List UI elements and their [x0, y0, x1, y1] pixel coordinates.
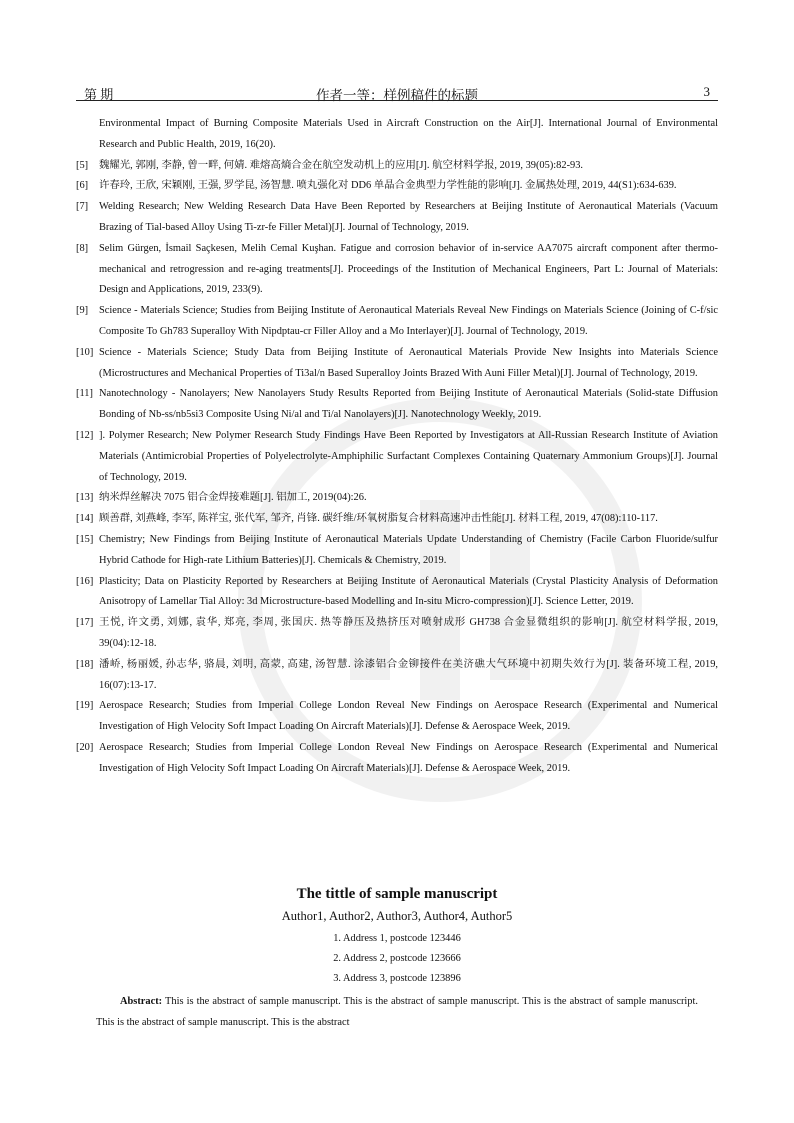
reference-text: Welding Research; New Welding Research Data Have Been Reported by Researchers at Beijing Institute of Aeronautical Materials (Vacuum Brazing of Tial-based Alloy Using Ti-zr-fe Filler Metal)[J]. Journal of Technology, 2019.: [99, 201, 718, 233]
reference-text: Aerospace Research; Studies from Imperial College London Reveal New Findings on Aerospace Research (Experimental and Numerical Investigation of High Velocity Soft Impact Loading On Aircraft Materials)[J]. Defense & Aerospace Week, 2019.: [99, 700, 718, 733]
reference-item: [76, 738, 718, 780]
reference-text: Environmental Impact of Burning Composite Materials Used in Aircraft Construction on the Air[J]. International Journal of Environmental Research and Public Health, 2019, 16(20).: [99, 118, 718, 150]
reference-item: [76, 530, 718, 572]
reference-text: Science - Materials Science; Studies from Beijing Institute of Aeronautical Materials Reveal New Findings on Materials Science (Joining of C-f/sic Composite To Gh783 Superalloy With Nipdptau-cr Filler Alloy and a Mo Interlayer)[J]. Journal of Technology, 2019.: [99, 305, 718, 337]
reference-number: [13]: [76, 492, 94, 504]
reference-item: [76, 384, 718, 426]
reference-item: [76, 176, 718, 197]
address-line: 1. Address 1, postcode 123446: [333, 933, 461, 944]
abstract-text: This is the abstract of sample manuscript. This is the abstract of sample manuscript. This is the abstract of sample manuscript. This is the abstract of sample manuscript. This is the abstract: [96, 996, 698, 1028]
reference-text: 王悦, 许文勇, 刘娜, 袁华, 郑亮, 李周, 张国庆. 热等静压及热挤压对喷射成形 GH738 合金显微组织的影响[J]. 航空材料学报, 2019, 39(04):12-18.: [99, 617, 718, 649]
reference-number: [19]: [76, 700, 94, 712]
reference-number: [9]: [76, 305, 89, 317]
reference-number: [7]: [76, 201, 89, 213]
reference-item: [76, 301, 718, 343]
reference-number: [14]: [76, 513, 94, 525]
address-line: 2. Address 2, postcode 123666: [333, 953, 461, 964]
header-rule: [76, 100, 718, 101]
reference-number: [11]: [76, 388, 93, 400]
reference-number: [6]: [76, 180, 89, 192]
reference-item: [76, 509, 718, 530]
reference-number: [5]: [76, 159, 89, 171]
english-authors: Author1, Author2, Author3, Author4, Author5: [281, 909, 513, 923]
reference-item: [76, 572, 718, 614]
reference-number: [16]: [76, 575, 94, 587]
reference-text: ]. Polymer Research; New Polymer Research Study Findings Have Been Reported by Investigators at All-Russian Research Institute of Aviation Materials (Antimicrobial Properties of Polyelectrolyte-Amphiphilic Surfactant Complexes Containing Quaternary Ammonium Groups)[J]. Journal of Technology, 2019.: [99, 429, 718, 483]
reference-text: 纳米焊丝解决 7075 铝合金焊接难题[J]. 铝加工, 2019(04):26.: [99, 492, 367, 504]
reference-text: Selim Gürgen, İsmail Saçkesen, Melih Cemal Kuşhan. Fatigue and corrosion behavior of in-service AA7075 aircraft component after thermo-mechanical and retrogression and re-aging treatments[J]. Proceedings of the Institution of Mechanical Engineers, Part L: Journal of Materials: Design and Applications, 2019, 233(9).: [99, 242, 718, 296]
abstract: [96, 991, 698, 1033]
reference-text: 顾善群, 刘燕峰, 李军, 陈祥宝, 张代军, 邹齐, 肖锋. 碳纤维/环氧树脂复合材料高速冲击性能[J]. 材料工程, 2019, 47(08):110-117.: [99, 513, 658, 525]
reference-item: [76, 488, 718, 509]
reference-number: [15]: [76, 533, 94, 545]
address-line: 3. Address 3, postcode 123896: [333, 973, 461, 984]
reference-item: [76, 239, 718, 301]
reference-number: [10]: [76, 346, 94, 358]
reference-text: Nanotechnology - Nanolayers; New Nanolayers Study Results Reported from Beijing Institute of Aeronautical Materials (Solid-state Diffusion Bonding of Nb-ss/nb5si3 Composite Using Ni/al and Ti/al Nanolayers)[J]. Nanotechnology Weekly, 2019.: [99, 388, 718, 421]
issue-label: 第 期: [84, 87, 114, 102]
reference-item: [76, 156, 718, 177]
reference-number: [17]: [76, 617, 94, 629]
reference-item: [76, 613, 718, 655]
reference-text: Aerospace Research; Studies from Imperial College London Reveal New Findings on Aerospace Research (Experimental and Numerical Investigation of High Velocity Soft Impact Loading On Aircraft Materials)[J]. Defense & Aerospace Week, 2019.: [99, 741, 718, 774]
reference-number: [12]: [76, 429, 94, 441]
reference-text: 许春玲, 王欣, 宋颖刚, 王强, 罗学昆, 汤智慧. 喷丸强化对 DD6 单晶合金典型力学性能的影响[J]. 金属热处理, 2019, 44(S1):634-639.: [99, 180, 677, 192]
reference-item: [76, 197, 718, 239]
reference-item: [76, 114, 718, 156]
reference-text: 魏耀光, 郭刚, 李静, 曾一畔, 何婧. 难熔高熵合金在航空发动机上的应用[J]. 航空材料学报, 2019, 39(05):82-93.: [99, 159, 584, 171]
english-title: The tittle of sample manuscript: [296, 886, 498, 902]
reference-text: 潘峤, 杨丽媛, 孙志华, 骆晨, 刘明, 高蒙, 高建, 汤智慧. 涂漆铝合金铆接件在美济礁大气环境中初期失效行为[J]. 装备环境工程, 2019, 16(07):13-17.: [99, 658, 718, 691]
reference-text: Chemistry; New Findings from Beijing Institute of Aeronautical Materials Update Understanding of Chemistry (Facile Carbon Fluoride/sulfur Hybrid Cathode for High-rate Lithium Batteries)[J]. Chemicals & Chemistry, 2019.: [99, 533, 718, 566]
reference-list: [76, 114, 718, 780]
reference-number: [18]: [76, 658, 94, 670]
reference-item: [76, 343, 718, 385]
running-header: [76, 84, 718, 101]
reference-item: [76, 696, 718, 738]
reference-text: Plasticity; Data on Plasticity Reported by Researchers at Beijing Institute of Aeronautical Materials (Crystal Plasticity Analysis of Deformation Anisotropy of Lamellar Tial Alloy: 3d Microstructure-based Modelling and In-situ Micro-compression)[J]. Science Letter, 2019.: [99, 575, 718, 608]
reference-item: [76, 426, 718, 488]
page-number: 3: [703, 84, 710, 99]
reference-text: Science - Materials Science; Study Data from Beijing Institute of Aeronautical Materials Provide New Insights into Materials Science (Microstructures and Mechanical Properties of Ti3al/n Based Superalloy Joints Brazed With Auni Filler Metal)[J]. Journal of Technology, 2019.: [99, 346, 718, 379]
reference-number: [8]: [76, 242, 89, 254]
reference-number: [20]: [76, 741, 94, 753]
running-title: 作者一等：样例稿件的标题: [316, 88, 478, 103]
abstract-label: Abstract:: [120, 996, 163, 1007]
reference-item: [76, 655, 718, 697]
